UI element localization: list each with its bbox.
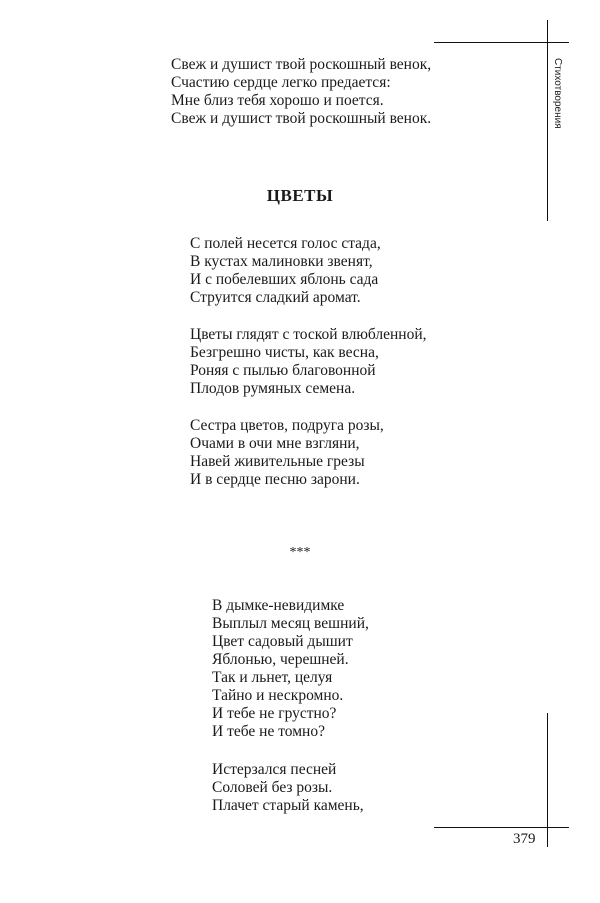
stanza bbox=[190, 417, 384, 489]
verse-line: Навей живительные грезы bbox=[190, 453, 365, 470]
verse-line: Роняя с пылью благовонной bbox=[190, 362, 376, 379]
verse-line: Соловей без розы. bbox=[212, 779, 333, 796]
verse-line: Яблонью, черешней. bbox=[212, 651, 349, 668]
verse-line: Очами в очи мне взгляни, bbox=[190, 435, 360, 452]
verse-line: Плачет старый камень, bbox=[212, 797, 364, 814]
top-rule bbox=[434, 42, 569, 43]
stanza bbox=[190, 235, 381, 307]
stanza bbox=[190, 326, 427, 398]
stanza bbox=[212, 761, 364, 815]
verse-line: Струится сладкий аромат. bbox=[190, 289, 361, 306]
verse-line: Сестра цветов, подруга розы, bbox=[190, 417, 384, 434]
poem-title: ЦВЕТЫ bbox=[266, 186, 334, 205]
verse-line: Истерзался песней bbox=[212, 761, 337, 778]
verse-line: И тебе не грустно? bbox=[212, 705, 337, 722]
verse-line: Безгрешно чисты, как весна, bbox=[190, 344, 379, 361]
running-header: Стихотворения bbox=[552, 58, 563, 129]
verse-line: Выплыл месяц вешний, bbox=[212, 615, 369, 632]
verse-line: В дымке-невидимке bbox=[212, 597, 345, 614]
verse-line: Тайно и нескромно. bbox=[212, 687, 344, 704]
verse-line: Плодов румяных семена. bbox=[190, 380, 356, 397]
verse-line: И с побелевших яблонь сада bbox=[190, 271, 379, 288]
poem-title-asterisks: *** bbox=[289, 545, 311, 560]
verse-line: И тебе не томно? bbox=[212, 723, 325, 740]
verse-line: Счастию сердце легко предается: bbox=[171, 74, 391, 91]
verse-line: Цветы глядят с тоской влюбленной, bbox=[190, 326, 427, 343]
verse-line: Свеж и душист твой роскошный венок. bbox=[171, 110, 432, 127]
verse-line: Свеж и душист твой роскошный венок, bbox=[171, 56, 432, 73]
stanza-previous-poem bbox=[171, 56, 431, 128]
verse-line: Цвет садовый дышит bbox=[212, 633, 353, 650]
verse-line: Мне близ тебя хорошо и поется. bbox=[171, 92, 384, 109]
verse-line: С полей несется голос стада, bbox=[190, 235, 381, 252]
verse-line: И в сердце песню зарони. bbox=[190, 471, 360, 488]
stanza bbox=[212, 597, 369, 741]
verse-line: Так и льнет, целуя bbox=[212, 669, 333, 686]
bottom-rule bbox=[434, 827, 569, 828]
page-number: 379 bbox=[513, 831, 536, 847]
verse-line: В кустах малиновки звенят, bbox=[190, 253, 373, 270]
